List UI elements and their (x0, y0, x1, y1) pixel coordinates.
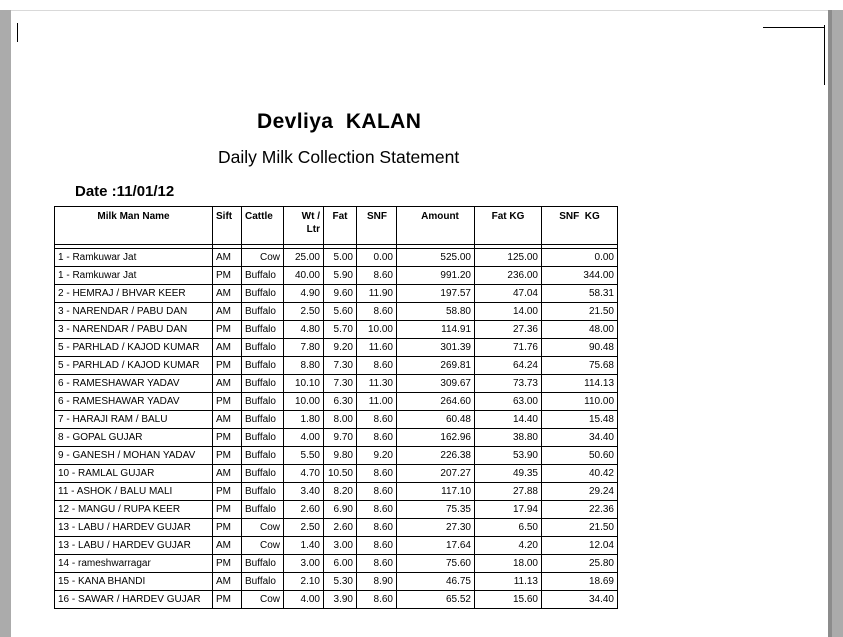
cell-fat: 6.90 (324, 501, 357, 519)
cell-cattle: Buffalo (242, 375, 284, 393)
table-body (55, 249, 618, 609)
cell-amount: 991.20 (397, 267, 475, 285)
cell-cattle: Buffalo (242, 555, 284, 573)
crop-mark-left (17, 23, 18, 42)
cell-fat-kg: 47.04 (475, 285, 542, 303)
header-fat: Fat (324, 207, 357, 245)
cell-wt-ltr: 1.40 (284, 537, 324, 555)
cell-sift: AM (213, 573, 242, 591)
cell-milk-man-name: 6 - RAMESHAWAR YADAV (55, 393, 213, 411)
cell-fat: 5.30 (324, 573, 357, 591)
cell-snf: 8.60 (357, 519, 397, 537)
cell-amount: 207.27 (397, 465, 475, 483)
cell-snf-kg: 50.60 (542, 447, 618, 465)
table-row (55, 285, 618, 303)
cell-snf-kg: 15.48 (542, 411, 618, 429)
cell-fat: 9.70 (324, 429, 357, 447)
cell-snf: 11.90 (357, 285, 397, 303)
cell-milk-man-name: 11 - ASHOK / BALU MALI (55, 483, 213, 501)
cell-snf: 8.60 (357, 303, 397, 321)
cell-snf: 8.60 (357, 537, 397, 555)
cell-fat: 8.20 (324, 483, 357, 501)
cell-milk-man-name: 15 - KANA BHANDI (55, 573, 213, 591)
cell-sift: PM (213, 501, 242, 519)
cell-amount: 301.39 (397, 339, 475, 357)
cell-wt-ltr: 1.80 (284, 411, 324, 429)
cell-fat: 5.60 (324, 303, 357, 321)
cell-fat-kg: 4.20 (475, 537, 542, 555)
cell-snf-kg: 25.80 (542, 555, 618, 573)
cell-sift: PM (213, 555, 242, 573)
cell-amount: 264.60 (397, 393, 475, 411)
cell-fat: 7.30 (324, 357, 357, 375)
cell-snf: 8.60 (357, 555, 397, 573)
cell-fat: 7.30 (324, 375, 357, 393)
milk-collection-table (54, 206, 618, 609)
table-row (55, 357, 618, 375)
table-row (55, 267, 618, 285)
cell-fat-kg: 125.00 (475, 249, 542, 267)
cell-snf: 9.20 (357, 447, 397, 465)
cell-milk-man-name: 9 - GANESH / MOHAN YADAV (55, 447, 213, 465)
cell-cattle: Cow (242, 591, 284, 609)
table-row (55, 447, 618, 465)
cell-snf-kg: 21.50 (542, 519, 618, 537)
cell-snf-kg: 0.00 (542, 249, 618, 267)
cell-fat: 5.70 (324, 321, 357, 339)
cell-milk-man-name: 8 - GOPAL GUJAR (55, 429, 213, 447)
cell-snf-kg: 48.00 (542, 321, 618, 339)
cell-amount: 162.96 (397, 429, 475, 447)
cell-cattle: Buffalo (242, 321, 284, 339)
table-row (55, 483, 618, 501)
cell-snf: 8.60 (357, 483, 397, 501)
cell-milk-man-name: 13 - LABU / HARDEV GUJAR (55, 519, 213, 537)
cell-snf: 8.60 (357, 465, 397, 483)
header-fat-kg: Fat KG (475, 207, 542, 245)
cell-amount: 269.81 (397, 357, 475, 375)
cell-cattle: Buffalo (242, 339, 284, 357)
cell-fat: 9.80 (324, 447, 357, 465)
cell-fat-kg: 27.88 (475, 483, 542, 501)
table-row (55, 321, 618, 339)
table-row (55, 429, 618, 447)
cell-cattle: Buffalo (242, 483, 284, 501)
cell-wt-ltr: 25.00 (284, 249, 324, 267)
cell-milk-man-name: 16 - SAWAR / HARDEV GUJAR (55, 591, 213, 609)
cell-milk-man-name: 13 - LABU / HARDEV GUJAR (55, 537, 213, 555)
cell-snf-kg: 12.04 (542, 537, 618, 555)
table-row (55, 537, 618, 555)
cell-fat-kg: 17.94 (475, 501, 542, 519)
cell-wt-ltr: 4.90 (284, 285, 324, 303)
cell-sift: AM (213, 285, 242, 303)
cell-amount: 117.10 (397, 483, 475, 501)
cell-fat: 8.00 (324, 411, 357, 429)
cell-snf: 8.60 (357, 501, 397, 519)
cell-cattle: Buffalo (242, 285, 284, 303)
cell-amount: 75.35 (397, 501, 475, 519)
cell-sift: PM (213, 267, 242, 285)
cell-sift: AM (213, 339, 242, 357)
cell-fat-kg: 18.00 (475, 555, 542, 573)
cell-snf: 10.00 (357, 321, 397, 339)
report-subtitle: Daily Milk Collection Statement (218, 147, 460, 167)
report-date: Date :11/01/12 (75, 183, 175, 200)
cell-fat-kg: 53.90 (475, 447, 542, 465)
cell-cattle: Cow (242, 249, 284, 267)
cell-sift: PM (213, 357, 242, 375)
cell-cattle: Buffalo (242, 357, 284, 375)
cell-amount: 75.60 (397, 555, 475, 573)
cell-wt-ltr: 2.50 (284, 519, 324, 537)
cell-sift: PM (213, 483, 242, 501)
cell-snf: 11.00 (357, 393, 397, 411)
cell-cattle: Cow (242, 519, 284, 537)
cell-wt-ltr: 10.10 (284, 375, 324, 393)
cell-snf-kg: 18.69 (542, 573, 618, 591)
cell-snf-kg: 75.68 (542, 357, 618, 375)
cell-cattle: Buffalo (242, 465, 284, 483)
cell-wt-ltr: 2.50 (284, 303, 324, 321)
cell-snf-kg: 90.48 (542, 339, 618, 357)
cell-milk-man-name: 1 - Ramkuwar Jat (55, 267, 213, 285)
cell-cattle: Buffalo (242, 501, 284, 519)
cell-amount: 65.52 (397, 591, 475, 609)
cell-snf-kg: 58.31 (542, 285, 618, 303)
cell-cattle: Cow (242, 537, 284, 555)
cell-amount: 197.57 (397, 285, 475, 303)
cell-sift: AM (213, 375, 242, 393)
cell-snf: 8.60 (357, 591, 397, 609)
cell-fat-kg: 73.73 (475, 375, 542, 393)
table-row (55, 573, 618, 591)
cell-fat: 2.60 (324, 519, 357, 537)
header-cattle: Cattle (242, 207, 284, 245)
header-milk-man-name: Milk Man Name (55, 207, 213, 245)
cell-fat-kg: 64.24 (475, 357, 542, 375)
cell-wt-ltr: 3.40 (284, 483, 324, 501)
cell-sift: AM (213, 249, 242, 267)
cell-snf: 8.60 (357, 411, 397, 429)
cell-amount: 226.38 (397, 447, 475, 465)
cell-fat: 6.30 (324, 393, 357, 411)
cell-fat-kg: 11.13 (475, 573, 542, 591)
table-row (55, 519, 618, 537)
cell-sift: PM (213, 519, 242, 537)
cell-snf-kg: 110.00 (542, 393, 618, 411)
table-row (55, 555, 618, 573)
cell-milk-man-name: 7 - HARAJI RAM / BALU (55, 411, 213, 429)
cell-milk-man-name: 10 - RAMLAL GUJAR (55, 465, 213, 483)
cell-fat-kg: 14.00 (475, 303, 542, 321)
cell-milk-man-name: 2 - HEMRAJ / BHVAR KEER (55, 285, 213, 303)
cell-wt-ltr: 8.80 (284, 357, 324, 375)
cell-snf-kg: 344.00 (542, 267, 618, 285)
cell-wt-ltr: 4.00 (284, 591, 324, 609)
cell-wt-ltr: 4.80 (284, 321, 324, 339)
cell-fat: 3.90 (324, 591, 357, 609)
crop-mark-top (763, 27, 825, 28)
cell-fat: 9.20 (324, 339, 357, 357)
cell-amount: 114.91 (397, 321, 475, 339)
header-snf-kg: SNF KG (542, 207, 618, 245)
table-row (55, 465, 618, 483)
cell-milk-man-name: 3 - NARENDAR / PABU DAN (55, 321, 213, 339)
cell-fat: 6.00 (324, 555, 357, 573)
cell-milk-man-name: 1 - Ramkuwar Jat (55, 249, 213, 267)
cell-fat: 10.50 (324, 465, 357, 483)
cell-fat: 9.60 (324, 285, 357, 303)
header-snf: SNF (357, 207, 397, 245)
cell-fat: 3.00 (324, 537, 357, 555)
cell-milk-man-name: 14 - rameshwarragar (55, 555, 213, 573)
cell-wt-ltr: 2.10 (284, 573, 324, 591)
cell-snf: 11.30 (357, 375, 397, 393)
cell-sift: AM (213, 303, 242, 321)
header-wt-ltr (284, 207, 324, 245)
cell-sift: AM (213, 537, 242, 555)
cell-sift: AM (213, 411, 242, 429)
table-row (55, 303, 618, 321)
cell-cattle: Buffalo (242, 393, 284, 411)
table-row (55, 591, 618, 609)
page-top-rule (11, 10, 828, 11)
cell-sift: PM (213, 591, 242, 609)
table-row (55, 249, 618, 267)
cell-fat-kg: 15.60 (475, 591, 542, 609)
cell-fat-kg: 63.00 (475, 393, 542, 411)
cell-snf-kg: 34.40 (542, 429, 618, 447)
cell-snf-kg: 114.13 (542, 375, 618, 393)
cell-sift: PM (213, 321, 242, 339)
cell-amount: 46.75 (397, 573, 475, 591)
cell-cattle: Buffalo (242, 429, 284, 447)
cell-wt-ltr: 2.60 (284, 501, 324, 519)
cell-wt-ltr: 7.80 (284, 339, 324, 357)
cell-amount: 60.48 (397, 411, 475, 429)
header-sift: Sift (213, 207, 242, 245)
cell-fat-kg: 14.40 (475, 411, 542, 429)
cell-cattle: Buffalo (242, 447, 284, 465)
cell-wt-ltr: 4.70 (284, 465, 324, 483)
cell-snf-kg: 34.40 (542, 591, 618, 609)
crop-mark-right (824, 25, 825, 85)
cell-snf-kg: 21.50 (542, 303, 618, 321)
cell-fat-kg: 6.50 (475, 519, 542, 537)
cell-sift: PM (213, 447, 242, 465)
cell-amount: 58.80 (397, 303, 475, 321)
cell-snf: 8.90 (357, 573, 397, 591)
cell-amount: 17.64 (397, 537, 475, 555)
company-title: Devliya KALAN (257, 110, 422, 133)
cell-snf: 11.60 (357, 339, 397, 357)
cell-cattle: Buffalo (242, 303, 284, 321)
table-header-row (55, 207, 618, 245)
table-row (55, 393, 618, 411)
cell-milk-man-name: 5 - PARHLAD / KAJOD KUMAR (55, 339, 213, 357)
cell-snf: 8.60 (357, 357, 397, 375)
header-wt-line1: Wt / (301, 211, 320, 222)
cell-snf-kg: 40.42 (542, 465, 618, 483)
window-top-strip (0, 0, 843, 10)
cell-milk-man-name: 6 - RAMESHAWAR YADAV (55, 375, 213, 393)
cell-cattle: Buffalo (242, 267, 284, 285)
cell-sift: PM (213, 393, 242, 411)
cell-fat-kg: 38.80 (475, 429, 542, 447)
table-row (55, 501, 618, 519)
table-row (55, 339, 618, 357)
cell-fat-kg: 27.36 (475, 321, 542, 339)
table-row (55, 375, 618, 393)
header-wt-line2: Ltr (306, 224, 320, 235)
cell-cattle: Buffalo (242, 411, 284, 429)
cell-snf-kg: 29.24 (542, 483, 618, 501)
cell-sift: AM (213, 465, 242, 483)
cell-amount: 309.67 (397, 375, 475, 393)
cell-milk-man-name: 5 - PARHLAD / KAJOD KUMAR (55, 357, 213, 375)
header-amount: Amount (397, 207, 475, 245)
table-row (55, 411, 618, 429)
cell-fat: 5.90 (324, 267, 357, 285)
cell-wt-ltr: 4.00 (284, 429, 324, 447)
cell-wt-ltr: 5.50 (284, 447, 324, 465)
report-page[interactable] (11, 10, 828, 637)
cell-amount: 27.30 (397, 519, 475, 537)
cell-fat-kg: 49.35 (475, 465, 542, 483)
cell-fat-kg: 71.76 (475, 339, 542, 357)
cell-fat-kg: 236.00 (475, 267, 542, 285)
cell-amount: 525.00 (397, 249, 475, 267)
cell-wt-ltr: 10.00 (284, 393, 324, 411)
cell-wt-ltr: 3.00 (284, 555, 324, 573)
cell-sift: PM (213, 429, 242, 447)
cell-cattle: Buffalo (242, 573, 284, 591)
cell-milk-man-name: 3 - NARENDAR / PABU DAN (55, 303, 213, 321)
cell-snf: 8.60 (357, 267, 397, 285)
cell-fat: 5.00 (324, 249, 357, 267)
cell-snf: 8.60 (357, 429, 397, 447)
cell-wt-ltr: 40.00 (284, 267, 324, 285)
cell-snf: 0.00 (357, 249, 397, 267)
cell-milk-man-name: 12 - MANGU / RUPA KEER (55, 501, 213, 519)
cell-snf-kg: 22.36 (542, 501, 618, 519)
